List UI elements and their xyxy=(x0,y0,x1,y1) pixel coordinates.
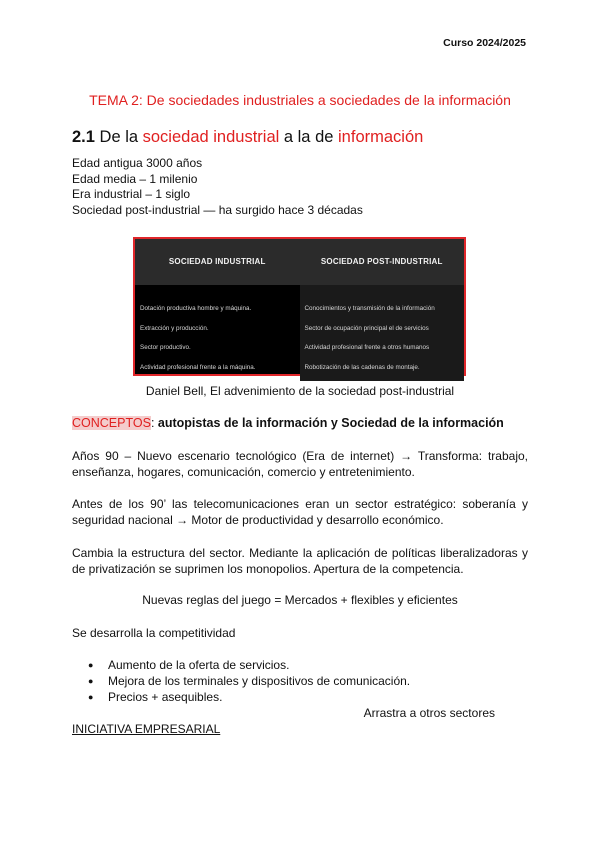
arrastra-note: Arrastra a otros sectores xyxy=(363,706,495,720)
list-item xyxy=(88,689,410,705)
list-item xyxy=(88,657,410,673)
paragraph: Cambia la estructura del sector. Mediante la aplicación de políticas liberalizadoras y de privatización se suprimen los monopolios. Apertura de la competencia. xyxy=(72,546,528,576)
header-industrial: SOCIEDAD INDUSTRIAL xyxy=(168,257,266,266)
era-line: Edad antigua 3000 años xyxy=(72,156,203,170)
competitividad-line: Se desarrolla la competitividad xyxy=(72,626,236,640)
list-item-text: Precios + asequibles. xyxy=(108,690,223,704)
comparison-table-image xyxy=(133,237,466,376)
section-highlight-industrial: sociedad industrial xyxy=(142,128,280,146)
list-item-text: Aumento de la oferta de servicios. xyxy=(108,658,290,672)
paragraph: Años 90 – Nuevo escenario tecnológico (Era de internet) → Transforma: trabajo, enseñanza, hogares, comunicación, comercio y entretenimiento. xyxy=(72,449,528,479)
conceptos-separator: : xyxy=(150,416,158,430)
era-line: Sociedad post-industrial — ha surgido hace 3 décadas xyxy=(72,202,363,217)
column-post-industrial xyxy=(300,285,465,381)
rules-line: Nuevas reglas del juego = Mercados + flexibles y eficientes xyxy=(142,593,458,607)
column-industrial xyxy=(135,285,300,381)
section-text-1: De la xyxy=(94,128,143,146)
table-cell: Sector productivo. xyxy=(140,344,191,351)
era-line: Era industrial – 1 siglo xyxy=(72,187,191,201)
list-item xyxy=(88,673,410,689)
table-caption: Daniel Bell, El advenimiento de la sociedad post-industrial xyxy=(145,384,455,398)
section-heading xyxy=(72,128,423,147)
era-line: Edad media – 1 milenio xyxy=(72,171,198,186)
eras-list xyxy=(72,156,363,218)
table-cell: Dotación productiva hombre y máquina. xyxy=(140,305,252,312)
table-cell: Extracción y producción. xyxy=(140,324,209,332)
section-text-2: a la de xyxy=(279,128,339,146)
conceptos-line xyxy=(72,416,504,430)
list-item-text: Mejora de los terminales y dispositivos de comunicación. xyxy=(108,674,411,688)
bullet-icon: ● xyxy=(88,692,94,702)
table-cell: Sector de ocupación principal el de servicios xyxy=(304,324,429,332)
topic-title: TEMA 2: De sociedades industriales a sociedades de la información xyxy=(89,92,511,108)
table-cell: Conocimientos y transmisión de la información xyxy=(304,305,435,312)
table-cell: Actividad profesional frente a otros humanos xyxy=(304,344,430,351)
table-body xyxy=(135,285,464,381)
paragraph: Antes de los 90’ las telecomunicaciones eran un sector estratégico: soberanía y seguridad nacional → Motor de productividad y desarrollo económico. xyxy=(72,497,528,527)
header-post-industrial: SOCIEDAD POST-INDUSTRIAL xyxy=(320,257,443,266)
table-cell: Robotización de las cadenas de montaje. xyxy=(304,363,420,371)
bullet-list xyxy=(88,657,410,705)
table-cell: Actividad profesional frente a la máquina. xyxy=(140,363,256,371)
section-number: 2.1 xyxy=(72,128,95,146)
iniciativa-heading: INICIATIVA EMPRESARIAL xyxy=(72,722,221,736)
conceptos-text: autopistas de la información y Sociedad de la información xyxy=(157,416,504,430)
table-header xyxy=(135,239,464,285)
section-highlight-informacion: información xyxy=(338,128,424,146)
conceptos-label: CONCEPTOS xyxy=(72,416,151,430)
course-header: Curso 2024/2025 xyxy=(443,37,526,49)
bullet-icon: ● xyxy=(88,660,94,670)
bullet-icon: ● xyxy=(88,676,94,686)
